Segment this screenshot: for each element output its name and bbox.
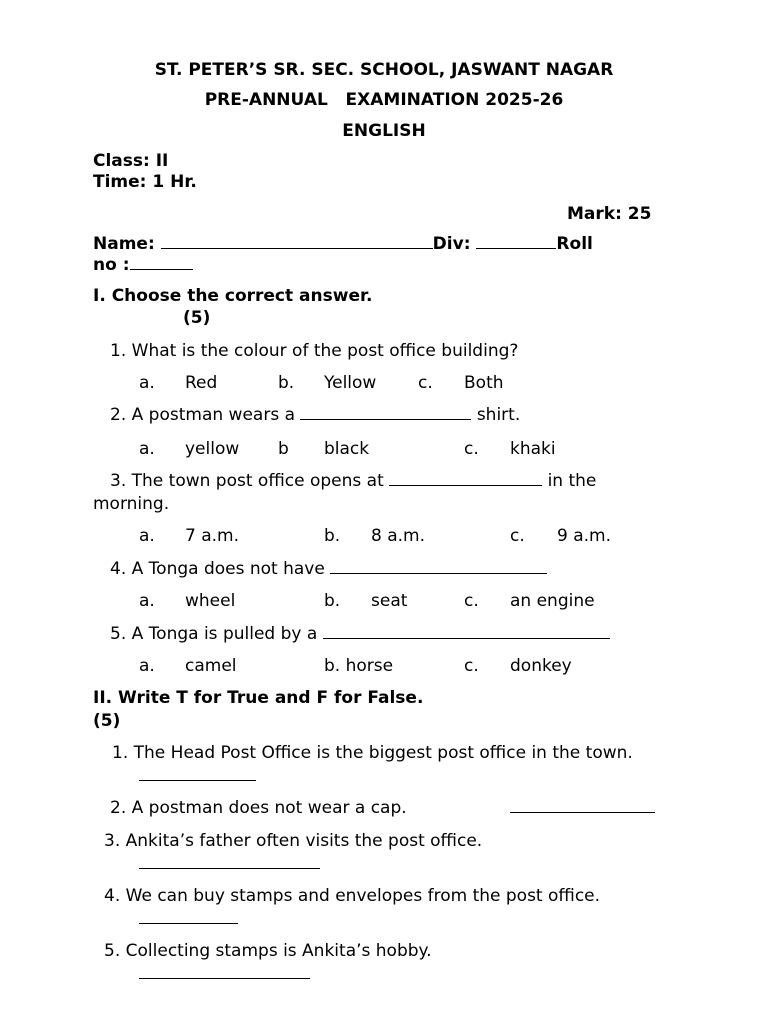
answer-blank[interactable] [389,471,542,486]
answer-line[interactable] [139,853,320,875]
option-letter: c. [418,373,433,393]
option-text[interactable]: an engine [510,591,595,611]
question-3-cont: morning. [93,494,170,514]
question-1 [110,340,518,362]
exam-title: PRE-ANNUAL EXAMINATION 2025-26 [204,90,564,110]
option-letter: a. [139,373,155,393]
question-text: A Tonga does not have [131,559,325,579]
section1-title: I. Choose the correct answer. [93,286,373,306]
div-blank[interactable] [476,234,556,249]
question-number: 2. [110,405,127,425]
answer-line[interactable] [139,765,256,787]
statement-text: A postman does not wear a cap. [131,798,407,818]
section1-marks: (5) [183,308,211,328]
answer-blank[interactable] [300,405,471,420]
question-number: 3. [110,471,127,491]
option-letter: c. [464,656,479,676]
option-text[interactable]: Red [185,373,218,393]
div-label: Div: [432,234,477,254]
option-text[interactable]: Both [464,373,504,393]
answer-blank[interactable] [330,559,547,574]
question-2 [110,404,520,426]
subject-title: ENGLISH [342,121,426,141]
statement-1 [112,742,633,764]
statement-number: 4. [104,886,121,906]
statement-2 [110,797,407,819]
school-name: ST. PETER’S SR. SEC. SCHOOL, JASWANT NAGAR [154,60,614,80]
statement-number: 1. [112,743,129,763]
class-label: Class: II [93,151,169,171]
option-letter: a. [139,591,155,611]
name-label: Name: [93,234,161,254]
section2-title: II. Write T for True and F for False. [93,688,424,708]
option-text[interactable]: 7 a.m. [185,526,240,546]
option-letter: a. [139,439,155,459]
question-text-after: shirt. [476,405,521,425]
option-text[interactable]: donkey [510,656,572,676]
option-text[interactable]: black [324,439,370,459]
question-text: What is the colour of the post office building? [131,341,519,361]
question-number: 4. [110,559,127,579]
statement-3 [104,830,482,852]
option-text[interactable]: 9 a.m. [557,526,612,546]
statement-text: We can buy stamps and envelopes from the post office. [125,886,601,906]
question-3 [110,470,596,492]
roll-blank[interactable] [130,255,193,270]
answer-line[interactable] [139,963,310,985]
question-text-after: in the [547,471,597,491]
question-number: 1. [110,341,127,361]
answer-line[interactable] [510,797,655,819]
statement-text: Ankita’s father often visits the post office. [125,831,483,851]
time-label: Time: 1 Hr. [93,172,197,192]
option-text[interactable]: yellow [185,439,240,459]
option-text[interactable]: seat [371,591,408,611]
roll-line [93,254,193,276]
answer-line[interactable] [139,908,238,930]
option-letter: c. [464,439,479,459]
statement-4 [104,885,600,907]
answer-blank[interactable] [139,766,256,781]
answer-blank[interactable] [139,854,320,869]
name-line [93,233,593,255]
statement-number: 5. [104,941,121,961]
option-letter: c. [510,526,525,546]
statement-number: 2. [110,798,127,818]
statement-text: Collecting stamps is Ankita’s hobby. [125,941,432,961]
question-4 [110,558,547,580]
question-text: The town post office opens at [131,471,384,491]
option-letter: a. [139,526,155,546]
question-text: A postman wears a [131,405,295,425]
answer-blank[interactable] [139,964,310,979]
answer-blank[interactable] [510,798,655,813]
marks-label: Mark: 25 [567,204,652,224]
option-text[interactable]: camel [185,656,237,676]
option-letter: b. [324,591,341,611]
option-text[interactable]: wheel [185,591,236,611]
answer-blank[interactable] [323,624,610,639]
statement-number: 3. [104,831,121,851]
roll-label-cont: no : [93,255,130,275]
answer-blank[interactable] [139,909,238,924]
option-text[interactable]: khaki [510,439,556,459]
question-5 [110,623,610,645]
option-letter: b. [324,526,341,546]
option-text[interactable]: 8 a.m. [371,526,426,546]
option-letter: b. [278,373,295,393]
name-blank[interactable] [161,234,433,249]
statement-text: The Head Post Office is the biggest post office in the town. [133,743,633,763]
statement-5 [104,940,432,962]
option-text[interactable]: b. horse [324,656,394,676]
option-letter: c. [464,591,479,611]
question-number: 5. [110,624,127,644]
question-text: A Tonga is pulled by a [131,624,318,644]
roll-label: Roll [556,234,593,254]
section2-marks: (5) [93,711,121,731]
option-letter: b [278,439,289,459]
option-text[interactable]: Yellow [324,373,377,393]
option-letter: a. [139,656,155,676]
